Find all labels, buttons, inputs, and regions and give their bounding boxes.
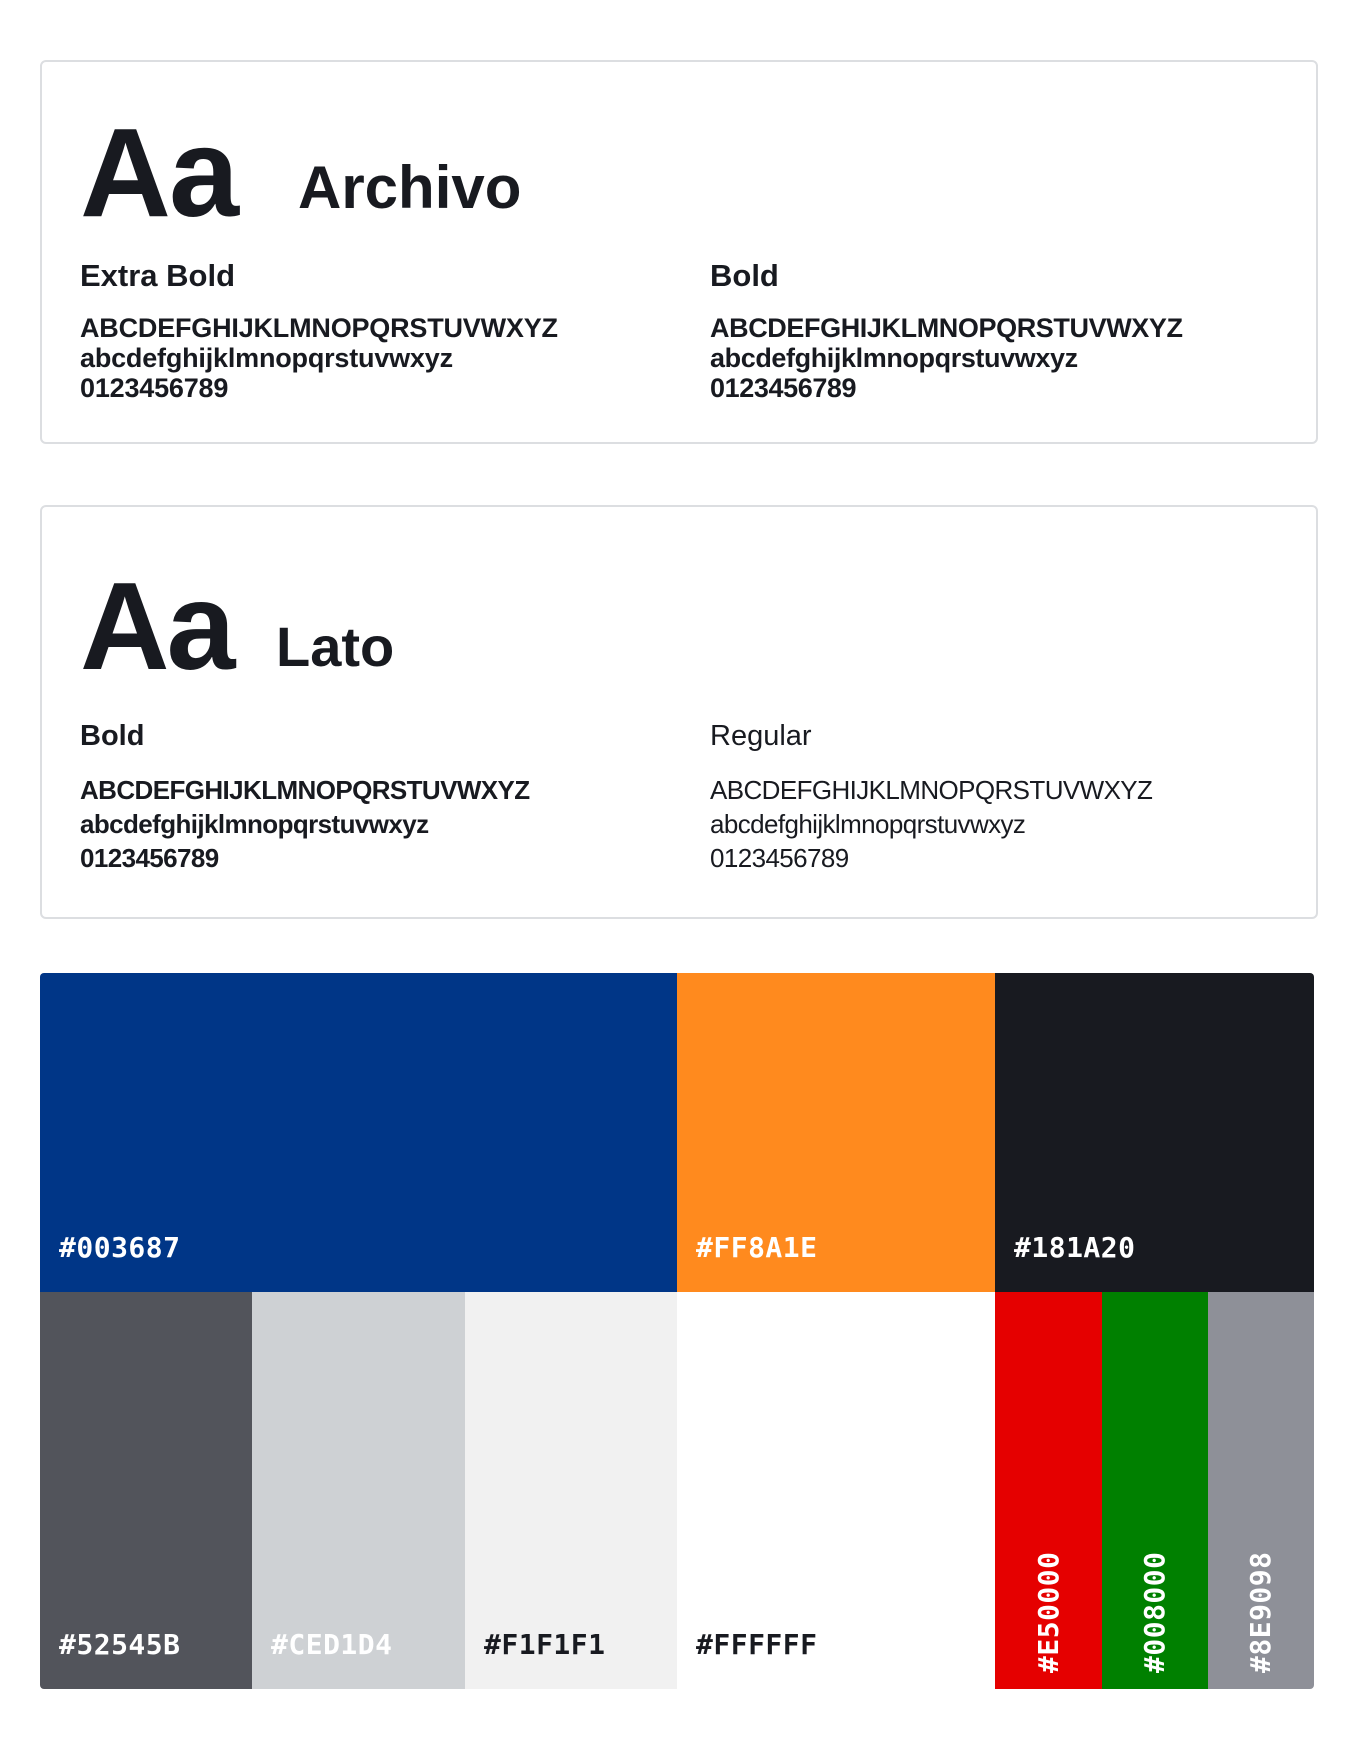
swatch-off-white [465, 1292, 677, 1689]
lowercase-line: abcdefghijklmnopqrstuvwxyz [80, 809, 429, 839]
color-palette [40, 973, 1314, 1689]
swatch-hex-label: #E50000 [1031, 1551, 1065, 1673]
swatch-near-black [995, 973, 1314, 1292]
digits-line: 0123456789 [80, 373, 229, 403]
digits-line: 0123456789 [80, 843, 219, 873]
swatch-hex-label: #CED1D4 [271, 1628, 393, 1661]
lowercase-line: abcdefghijklmnopqrstuvwxyz [710, 343, 1078, 373]
swatch-hex-label: #181A20 [1014, 1231, 1136, 1264]
font-card-archivo [40, 60, 1318, 444]
font-weight-regular [710, 722, 1152, 875]
lowercase-line: abcdefghijklmnopqrstuvwxyz [710, 809, 1026, 839]
weight-name: Regular [710, 720, 812, 752]
glyph-sample [80, 313, 558, 403]
font-weight-extra-bold [80, 260, 558, 403]
swatch-white [677, 1292, 995, 1689]
font-card-lato [40, 505, 1318, 919]
font-weight-bold [80, 722, 530, 875]
swatch-hex-label: #52545B [59, 1628, 181, 1661]
swatch-hex-label: #008000 [1138, 1551, 1171, 1673]
uppercase-line: ABCDEFGHIJKLMNOPQRSTUVWXYZ [80, 313, 558, 343]
lowercase-line: abcdefghijklmnopqrstuvwxyz [80, 343, 453, 373]
swatch-medium-gray [1208, 1292, 1314, 1689]
swatch-hex-label: #F1F1F1 [484, 1628, 606, 1661]
swatch-hex-label: #003687 [59, 1231, 181, 1264]
font-specimen-aa: Aa [80, 558, 233, 696]
uppercase-line: ABCDEFGHIJKLMNOPQRSTUVWXYZ [80, 775, 530, 805]
font-family-name: Archivo [298, 154, 522, 221]
swatch-red [995, 1292, 1102, 1689]
weight-name: Bold [710, 258, 779, 293]
uppercase-line: ABCDEFGHIJKLMNOPQRSTUVWXYZ [710, 775, 1153, 805]
digits-line: 0123456789 [710, 373, 857, 403]
swatch-hex-label: #FFFFFF [696, 1628, 818, 1661]
font-specimen-aa: Aa [80, 102, 238, 243]
font-weight-bold [710, 260, 1183, 403]
font-family-name: Lato [276, 615, 395, 678]
swatch-hex-label: #8E9098 [1244, 1551, 1277, 1673]
glyph-sample [710, 773, 1152, 875]
glyph-sample [80, 773, 530, 875]
weight-name: Extra Bold [80, 258, 236, 293]
swatch-dark-gray [40, 1292, 252, 1689]
swatch-orange [677, 973, 995, 1292]
glyph-sample [710, 313, 1183, 403]
swatch-light-gray [252, 1292, 465, 1689]
weight-name: Bold [80, 720, 145, 752]
swatch-green [1102, 1292, 1208, 1689]
digits-line: 0123456789 [710, 843, 849, 873]
swatch-hex-label: #FF8A1E [696, 1231, 818, 1264]
uppercase-line: ABCDEFGHIJKLMNOPQRSTUVWXYZ [710, 313, 1183, 343]
swatch-primary-blue [40, 973, 677, 1292]
